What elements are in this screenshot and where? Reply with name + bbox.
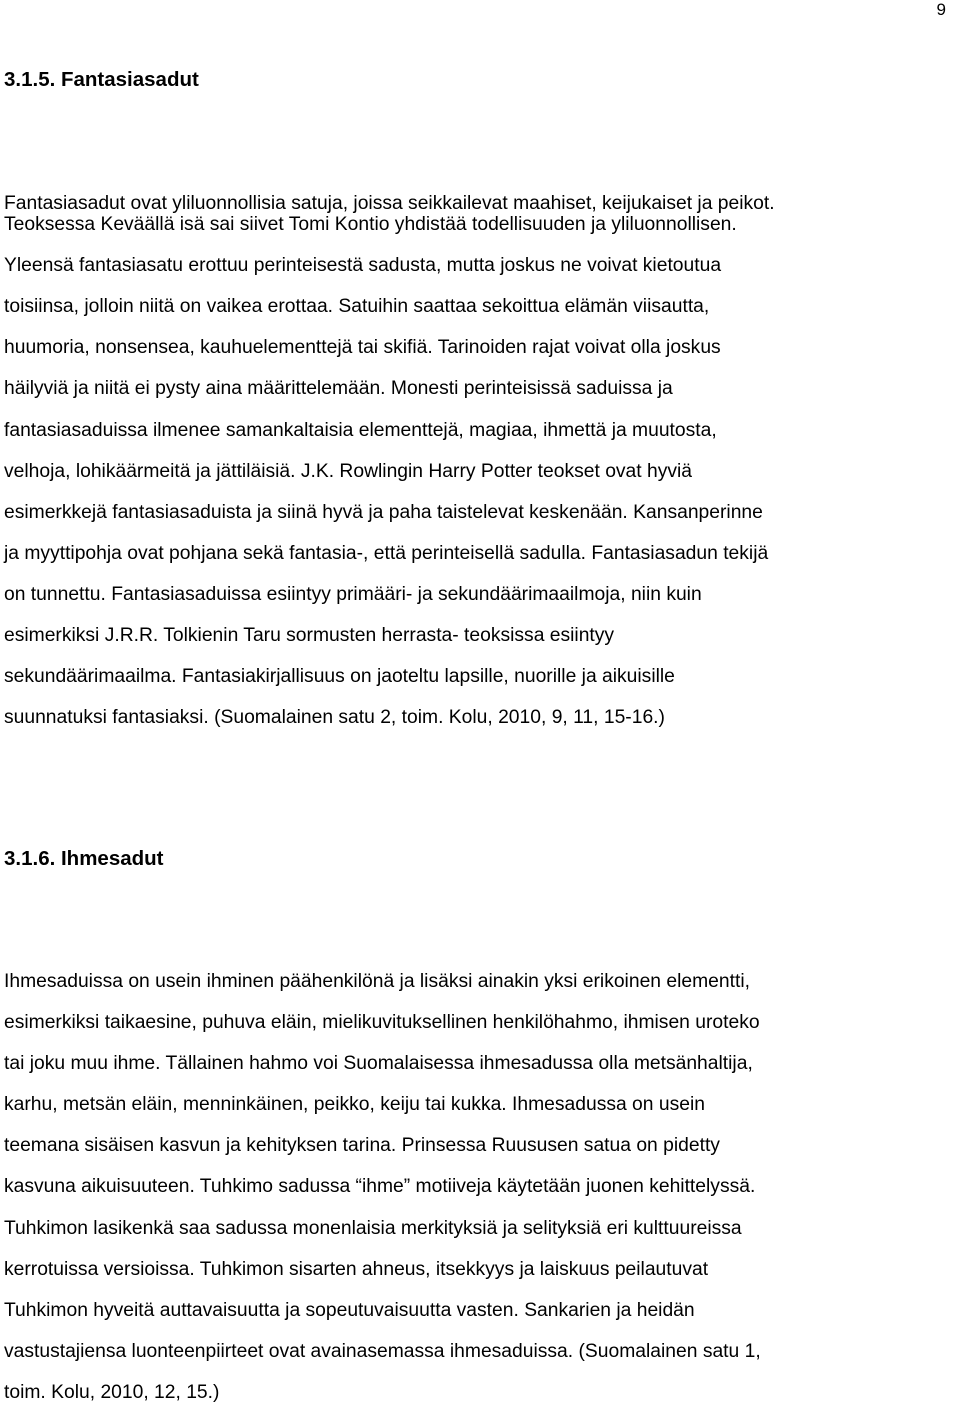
text-line: Tuhkimon hyveitä auttavaisuutta ja sopeutuvaisuutta vasten. Sankarien ja heidän bbox=[4, 1299, 695, 1321]
text-line: fantasiasaduissa ilmenee samankaltaisia elementtejä, magiaa, ihmettä ja muutosta, bbox=[4, 419, 717, 441]
paragraph-ihmesadut bbox=[4, 961, 954, 1413]
text-line: tai joku muu ihme. Tällainen hahmo voi Suomalaisessa ihmesadussa olla metsänhaltija, bbox=[4, 1053, 753, 1075]
section-heading-fantasiasadut: 3.1.5. Fantasiasadut bbox=[4, 68, 199, 91]
text-line: Tuhkimon lasikenkä saa sadussa monenlaisia merkityksiä ja selityksiä eri kulttuureissa bbox=[4, 1217, 742, 1239]
text-line: toim. Kolu, 2010, 12, 15.) bbox=[4, 1381, 220, 1403]
text-line: ja myyttipohja ovat pohjana sekä fantasia-, että perinteisellä sadulla. Fantasiasadun tekijä bbox=[4, 542, 769, 564]
text-line: Teoksessa Keväällä isä sai siivet Tomi Kontio yhdistää todellisuuden ja yliluonnollisen. bbox=[4, 214, 737, 236]
page-number: 9 bbox=[936, 0, 946, 19]
paragraph-fantasiasadut bbox=[4, 183, 954, 738]
text-line: sekundäärimaailma. Fantasiakirjallisuus on jaoteltu lapsille, nuorille ja aikuisille bbox=[4, 666, 675, 688]
text-line: velhoja, lohikäärmeitä ja jättiläisiä. J.K. Rowlingin Harry Potter teokset ovat hyviä bbox=[4, 460, 693, 482]
text-line: vastustajiensa luonteenpiirteet ovat avainasemassa ihmesaduissa. (Suomalainen satu 1, bbox=[4, 1340, 761, 1362]
text-line: esimerkkejä fantasiasaduista ja siinä hyvä ja paha taistelevat keskenään. Kansanperinne bbox=[4, 501, 763, 523]
text-line: esimerkiksi J.R.R. Tolkienin Taru sormusten herrasta- teoksissa esiintyy bbox=[4, 625, 615, 647]
text-line: kasvuna aikuisuuteen. Tuhkimo sadussa “ihme” motiiveja käytetään juonen kehittelyssä. bbox=[4, 1176, 756, 1198]
text-line: huumoria, nonsensea, kauhuelementtejä tai skifiä. Tarinoiden rajat voivat olla joskus bbox=[4, 337, 721, 359]
text-line: kerrotuissa versioissa. Tuhkimon sisarten ahneus, itsekkyys ja laiskuus peilautuvat bbox=[4, 1258, 709, 1280]
text-line: Fantasiasadut ovat yliluonnollisia satuja, joissa seikkailevat maahiset, keijukaiset ja peikot. bbox=[4, 193, 775, 214]
text-line: karhu, metsän eläin, menninkäinen, peikko, keiju tai kukka. Ihmesadussa on usein bbox=[4, 1094, 705, 1116]
text-line: häilyviä ja niitä ei pysty aina määrittelemään. Monesti perinteisissä saduissa ja bbox=[4, 378, 673, 400]
text-line: suunnatuksi fantasiaksi. (Suomalainen satu 2, toim. Kolu, 2010, 9, 11, 15-16.) bbox=[4, 707, 665, 729]
text-line: teemana sisäisen kasvun ja kehityksen tarina. Prinsessa Ruususen satua on pidetty bbox=[4, 1135, 720, 1157]
text-line: on tunnettu. Fantasiasaduissa esiintyy primääri- ja sekundäärimaailmoja, niin kuin bbox=[4, 583, 702, 605]
text-line: Ihmesaduissa on usein ihminen päähenkilönä ja lisäksi ainakin yksi erikoinen elementti, bbox=[4, 971, 750, 992]
text-line: toisiinsa, jolloin niitä on vaikea erottaa. Satuihin saattaa sekoittua elämän viisautta, bbox=[4, 296, 710, 318]
text-line: Yleensä fantasiasatu erottuu perinteisestä sadusta, mutta joskus ne voivat kietoutua bbox=[4, 255, 722, 277]
section-heading-ihmesadut: 3.1.6. Ihmesadut bbox=[4, 847, 164, 870]
text-line: esimerkiksi taikaesine, puhuva eläin, mielikuvituksellinen henkilöhahmo, ihmisen uroteko bbox=[4, 1012, 760, 1034]
